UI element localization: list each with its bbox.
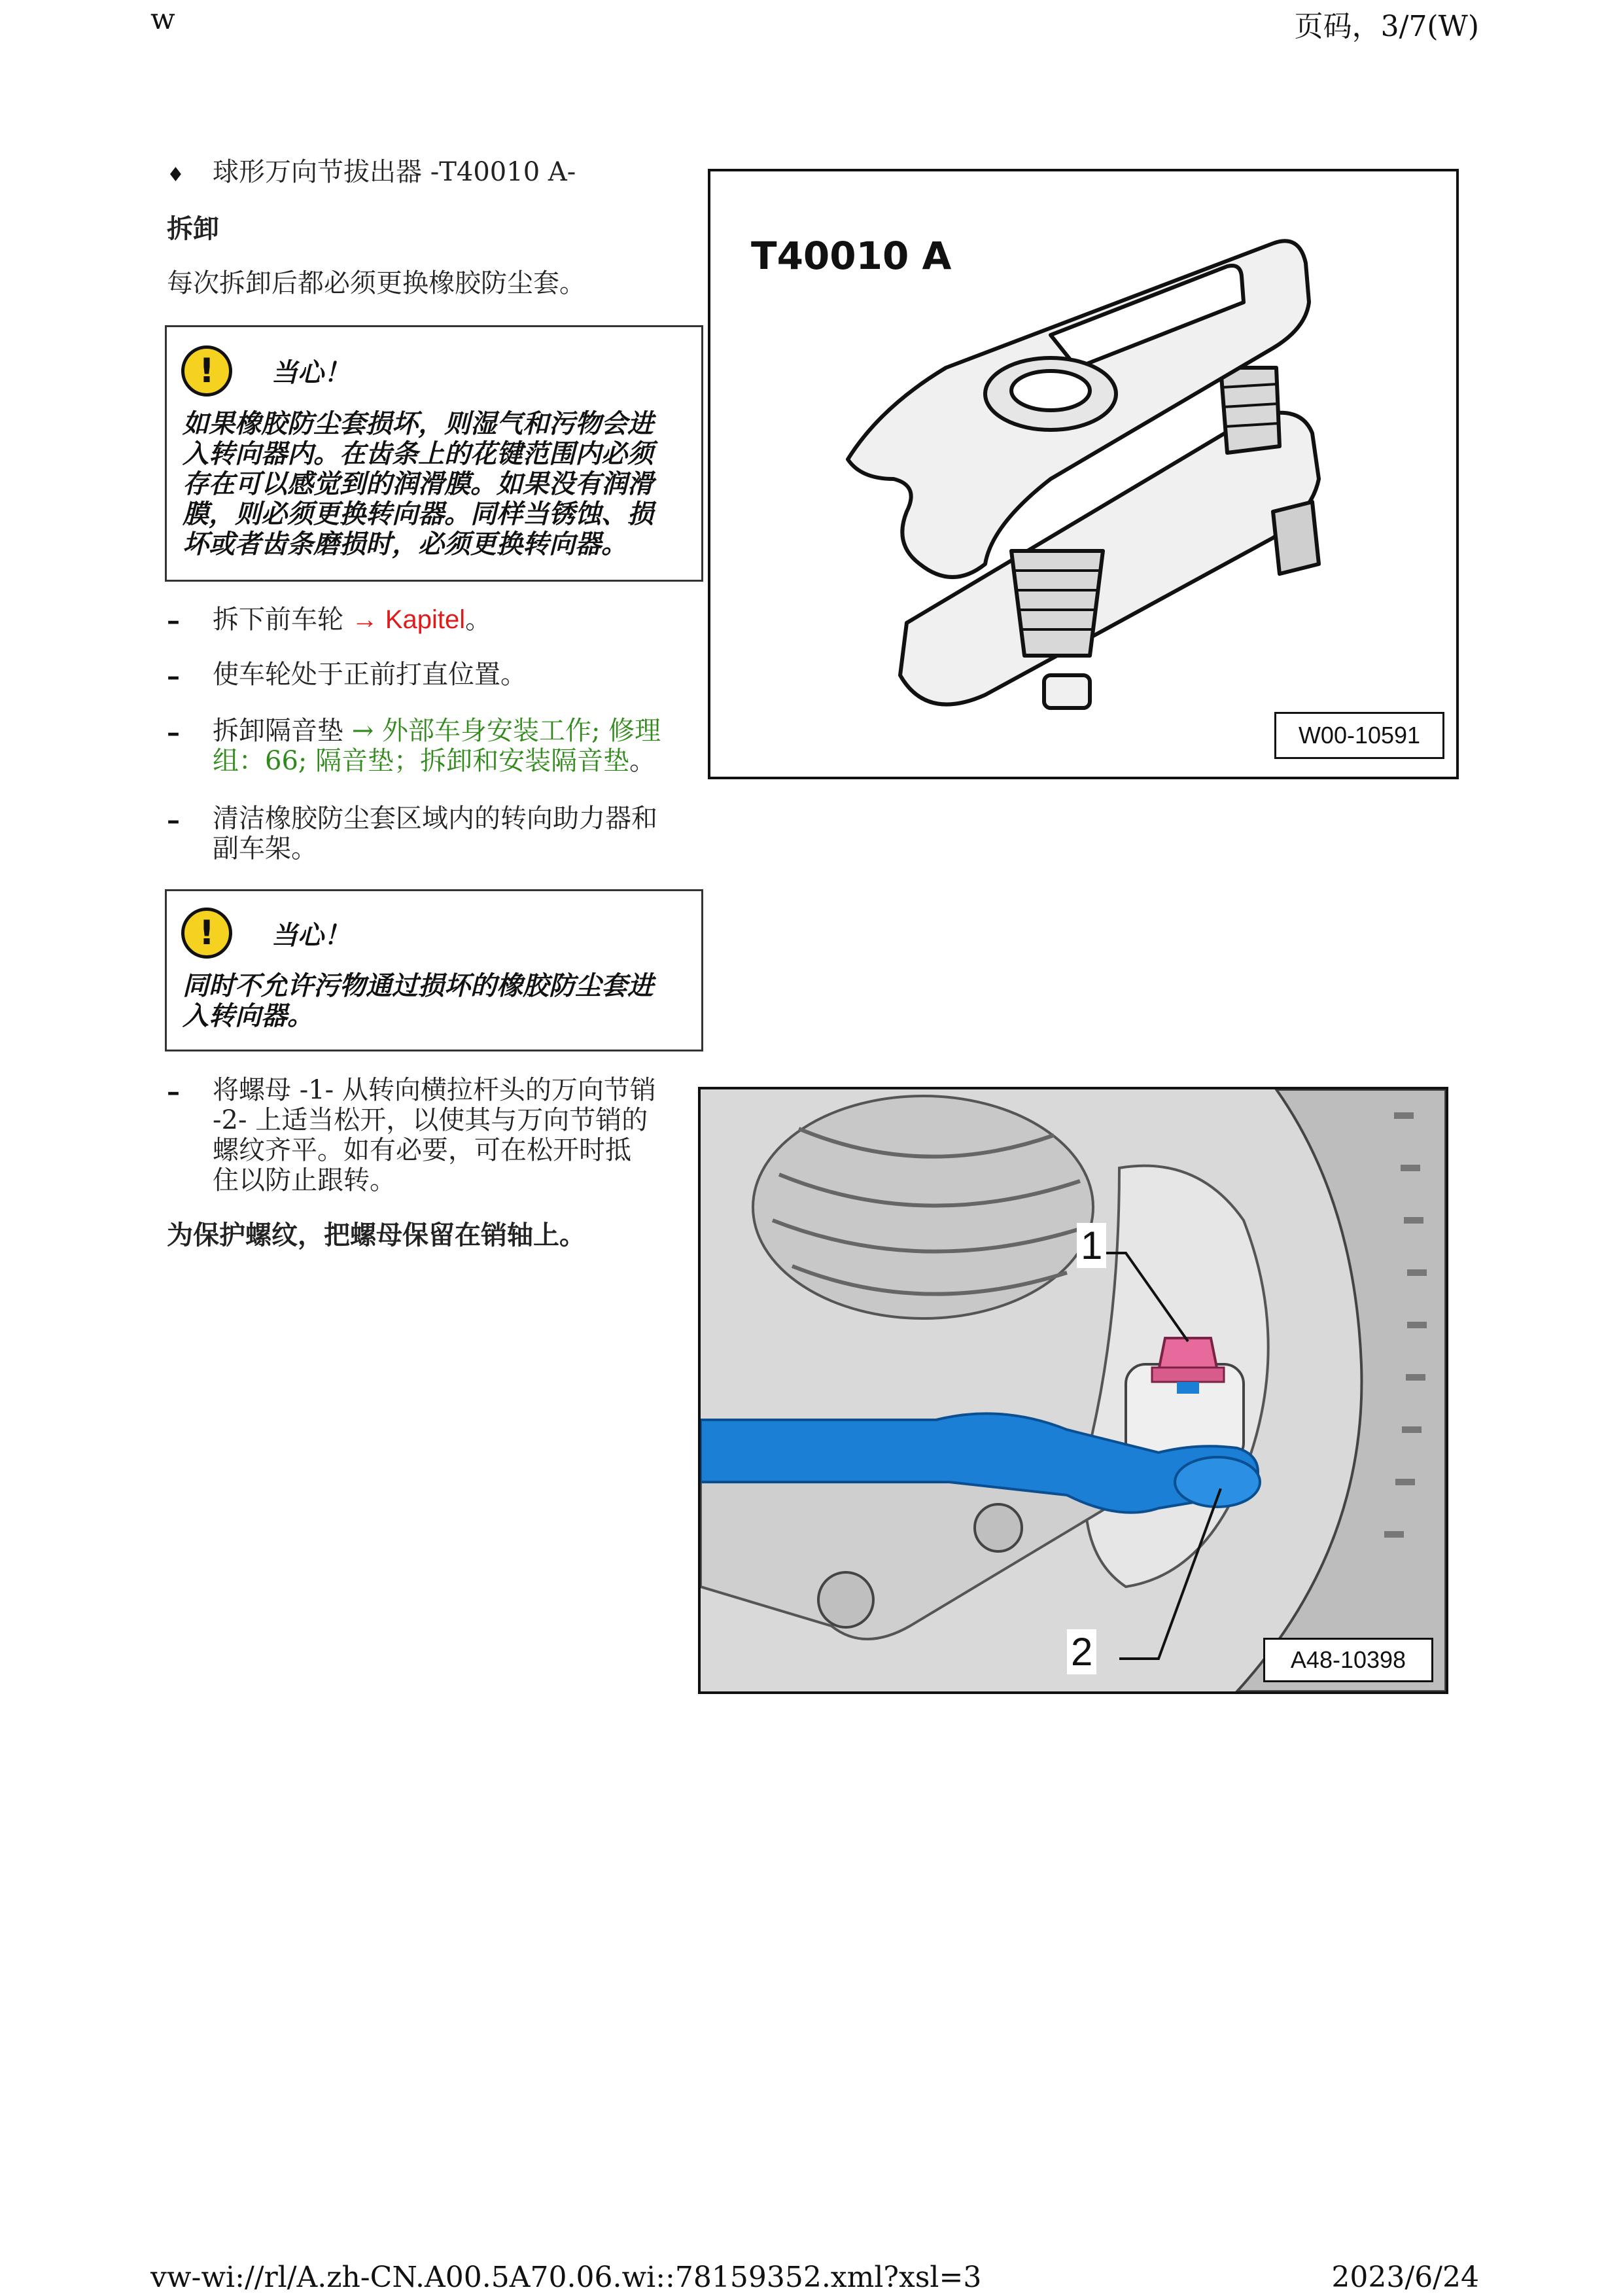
step-dash: – — [167, 1076, 180, 1107]
caution-line: 如果橡胶防尘套损坏，则湿气和污物会进 — [183, 408, 654, 439]
thread-protection-note: 为保护螺纹，把螺母保留在销轴上。 — [167, 1220, 585, 1250]
caution-title: 当心！ — [271, 920, 350, 951]
caution-box-1 — [165, 325, 703, 582]
step-text: 拆下前车轮 — [213, 605, 352, 635]
step-remove-wheel — [213, 605, 491, 635]
step-dash: – — [167, 717, 180, 748]
step-line: 将螺母 -1- 从转向横拉杆头的万向节销 — [213, 1075, 656, 1105]
figure-tie-rod-nut — [698, 1087, 1448, 1694]
step-line: 清洁橡胶防尘套区域内的转向助力器和 — [213, 804, 657, 834]
step-line: 住以防止跟转。 — [213, 1165, 396, 1195]
caution-line: 膜，则必须更换转向器。同样当锈蚀、损 — [183, 499, 654, 529]
exclamation-warning-icon: ! — [181, 345, 232, 397]
figure-code-label: A48-10398 — [1263, 1638, 1433, 1682]
step-remove-noise-insulation — [213, 716, 661, 776]
step-end: 。 — [465, 605, 492, 635]
caution-box-2 — [165, 889, 703, 1051]
step-dash: – — [167, 805, 180, 836]
body-work-link-cont[interactable]: 组：66; 隔音垫；拆卸和安装隔音垫 — [213, 746, 630, 776]
step-loosen-nut — [213, 1075, 656, 1195]
step-line: 螺纹齐平。如有必要，可在松开时抵 — [213, 1135, 631, 1165]
step-clean-area — [213, 804, 657, 864]
replace-boot-note: 每次拆卸后都必须更换橡胶防尘套。 — [167, 268, 585, 298]
figure-ball-joint-puller — [708, 169, 1459, 779]
header-page-number: 页码，3/7(W) — [1294, 10, 1479, 43]
figure-title: T40010 A — [751, 234, 952, 278]
tool-item — [213, 157, 576, 187]
tool-item-text: 球形万向节拔出器 -T40010 A- — [213, 157, 576, 187]
bullet-icon: ♦ — [167, 164, 184, 186]
step-text: 拆卸隔音垫 — [213, 716, 352, 746]
step-end: 。 — [629, 746, 656, 776]
step-dash: – — [167, 661, 180, 692]
step-dash: – — [167, 605, 180, 636]
callout-ball-joint-pin: 2 — [1067, 1629, 1096, 1674]
section-heading: 拆卸 — [167, 213, 219, 244]
exclamation-warning-icon: ! — [181, 908, 232, 959]
tie-rod-photo-drawing — [701, 1089, 1446, 1691]
caution-line: 入转向器。 — [183, 1000, 313, 1031]
figure-code-label: W00-10591 — [1274, 712, 1444, 759]
caution-line: 坏或者齿条磨损时，必须更换转向器。 — [183, 529, 627, 559]
step-straight-ahead: 使车轮处于正前打直位置。 — [213, 660, 527, 690]
ball-joint-puller-drawing — [710, 171, 1456, 777]
step-line: 副车架。 — [213, 834, 317, 864]
kapitel-link[interactable]: → Kapitel — [351, 605, 466, 634]
caution-body — [183, 971, 654, 1031]
step-line: -2- 上适当松开，以使其与万向节销的 — [213, 1105, 648, 1135]
callout-nut: 1 — [1077, 1223, 1106, 1268]
header-left: w — [150, 3, 175, 36]
caution-line: 入转向器内。在齿条上的花键范围内必须 — [183, 438, 654, 469]
footer-source-url: vw-wi://rl/A.zh-CN.A00.5A70.06.wi::78159352.xml?xsl=3 — [150, 2261, 982, 2294]
body-work-link[interactable]: → 外部车身安装工作; 修理 — [351, 716, 661, 746]
caution-title: 当心！ — [271, 357, 350, 388]
caution-body — [183, 409, 654, 559]
caution-line: 存在可以感觉到的润滑膜。如果没有润滑 — [183, 468, 654, 499]
caution-line: 同时不允许污物通过损坏的橡胶防尘套进 — [183, 970, 654, 1001]
footer-date: 2023/6/24 — [1331, 2261, 1479, 2294]
